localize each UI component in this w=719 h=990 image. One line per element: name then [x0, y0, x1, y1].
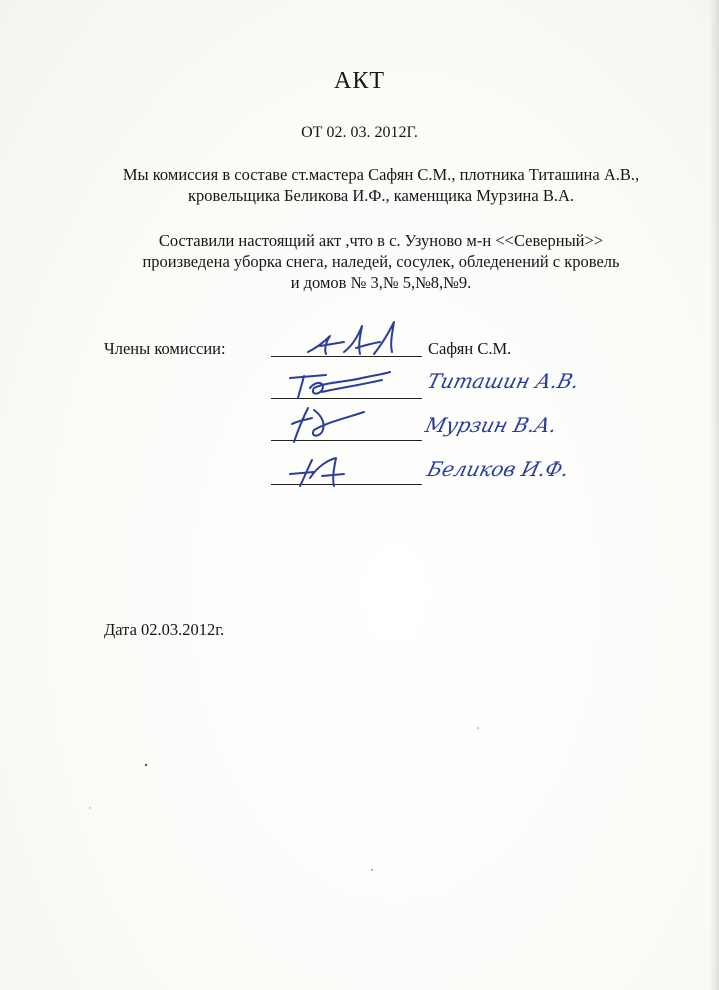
handwritten-name-text: Мурзин В.А. — [422, 413, 560, 437]
page-edge-shadow — [709, 0, 719, 990]
document-date-line: ОТ 02. 03. 2012Г. — [301, 124, 418, 141]
act-paragraph — [96, 230, 666, 293]
footer-date: Дата 02.03.2012г. — [104, 620, 225, 639]
signature-3 — [284, 402, 374, 446]
members-label: Члены комиссии: — [104, 339, 226, 358]
handwritten-name-4 — [424, 452, 618, 486]
act-line: Составили настоящий акт ,что в с. Узуново м-н <<Северный>> — [158, 231, 604, 250]
document-title: АКТ — [334, 68, 385, 94]
signature-4 — [284, 452, 364, 492]
act-line: произведена уборка снега, наледей, сосулек, обледенений с кровель — [142, 252, 620, 271]
handwritten-name-2 — [424, 364, 628, 398]
handwritten-name-text: Беликов И.Ф. — [424, 457, 572, 481]
signature-1 — [300, 318, 410, 362]
signature-name-printed: Сафян С.М. — [428, 339, 512, 358]
commission-paragraph: Мы комиссия в составе ст.мастера Сафян С.М., плотника Титашина А.В., кровельщика Беликова И.Ф., каменщика Мурзина В.А. — [122, 165, 640, 205]
signature-2 — [286, 366, 396, 402]
act-line: и домов № 3,№ 5,№8,№9. — [290, 273, 472, 292]
handwritten-name-3 — [422, 408, 606, 442]
handwritten-name-text: Титашин А.В. — [424, 369, 582, 393]
